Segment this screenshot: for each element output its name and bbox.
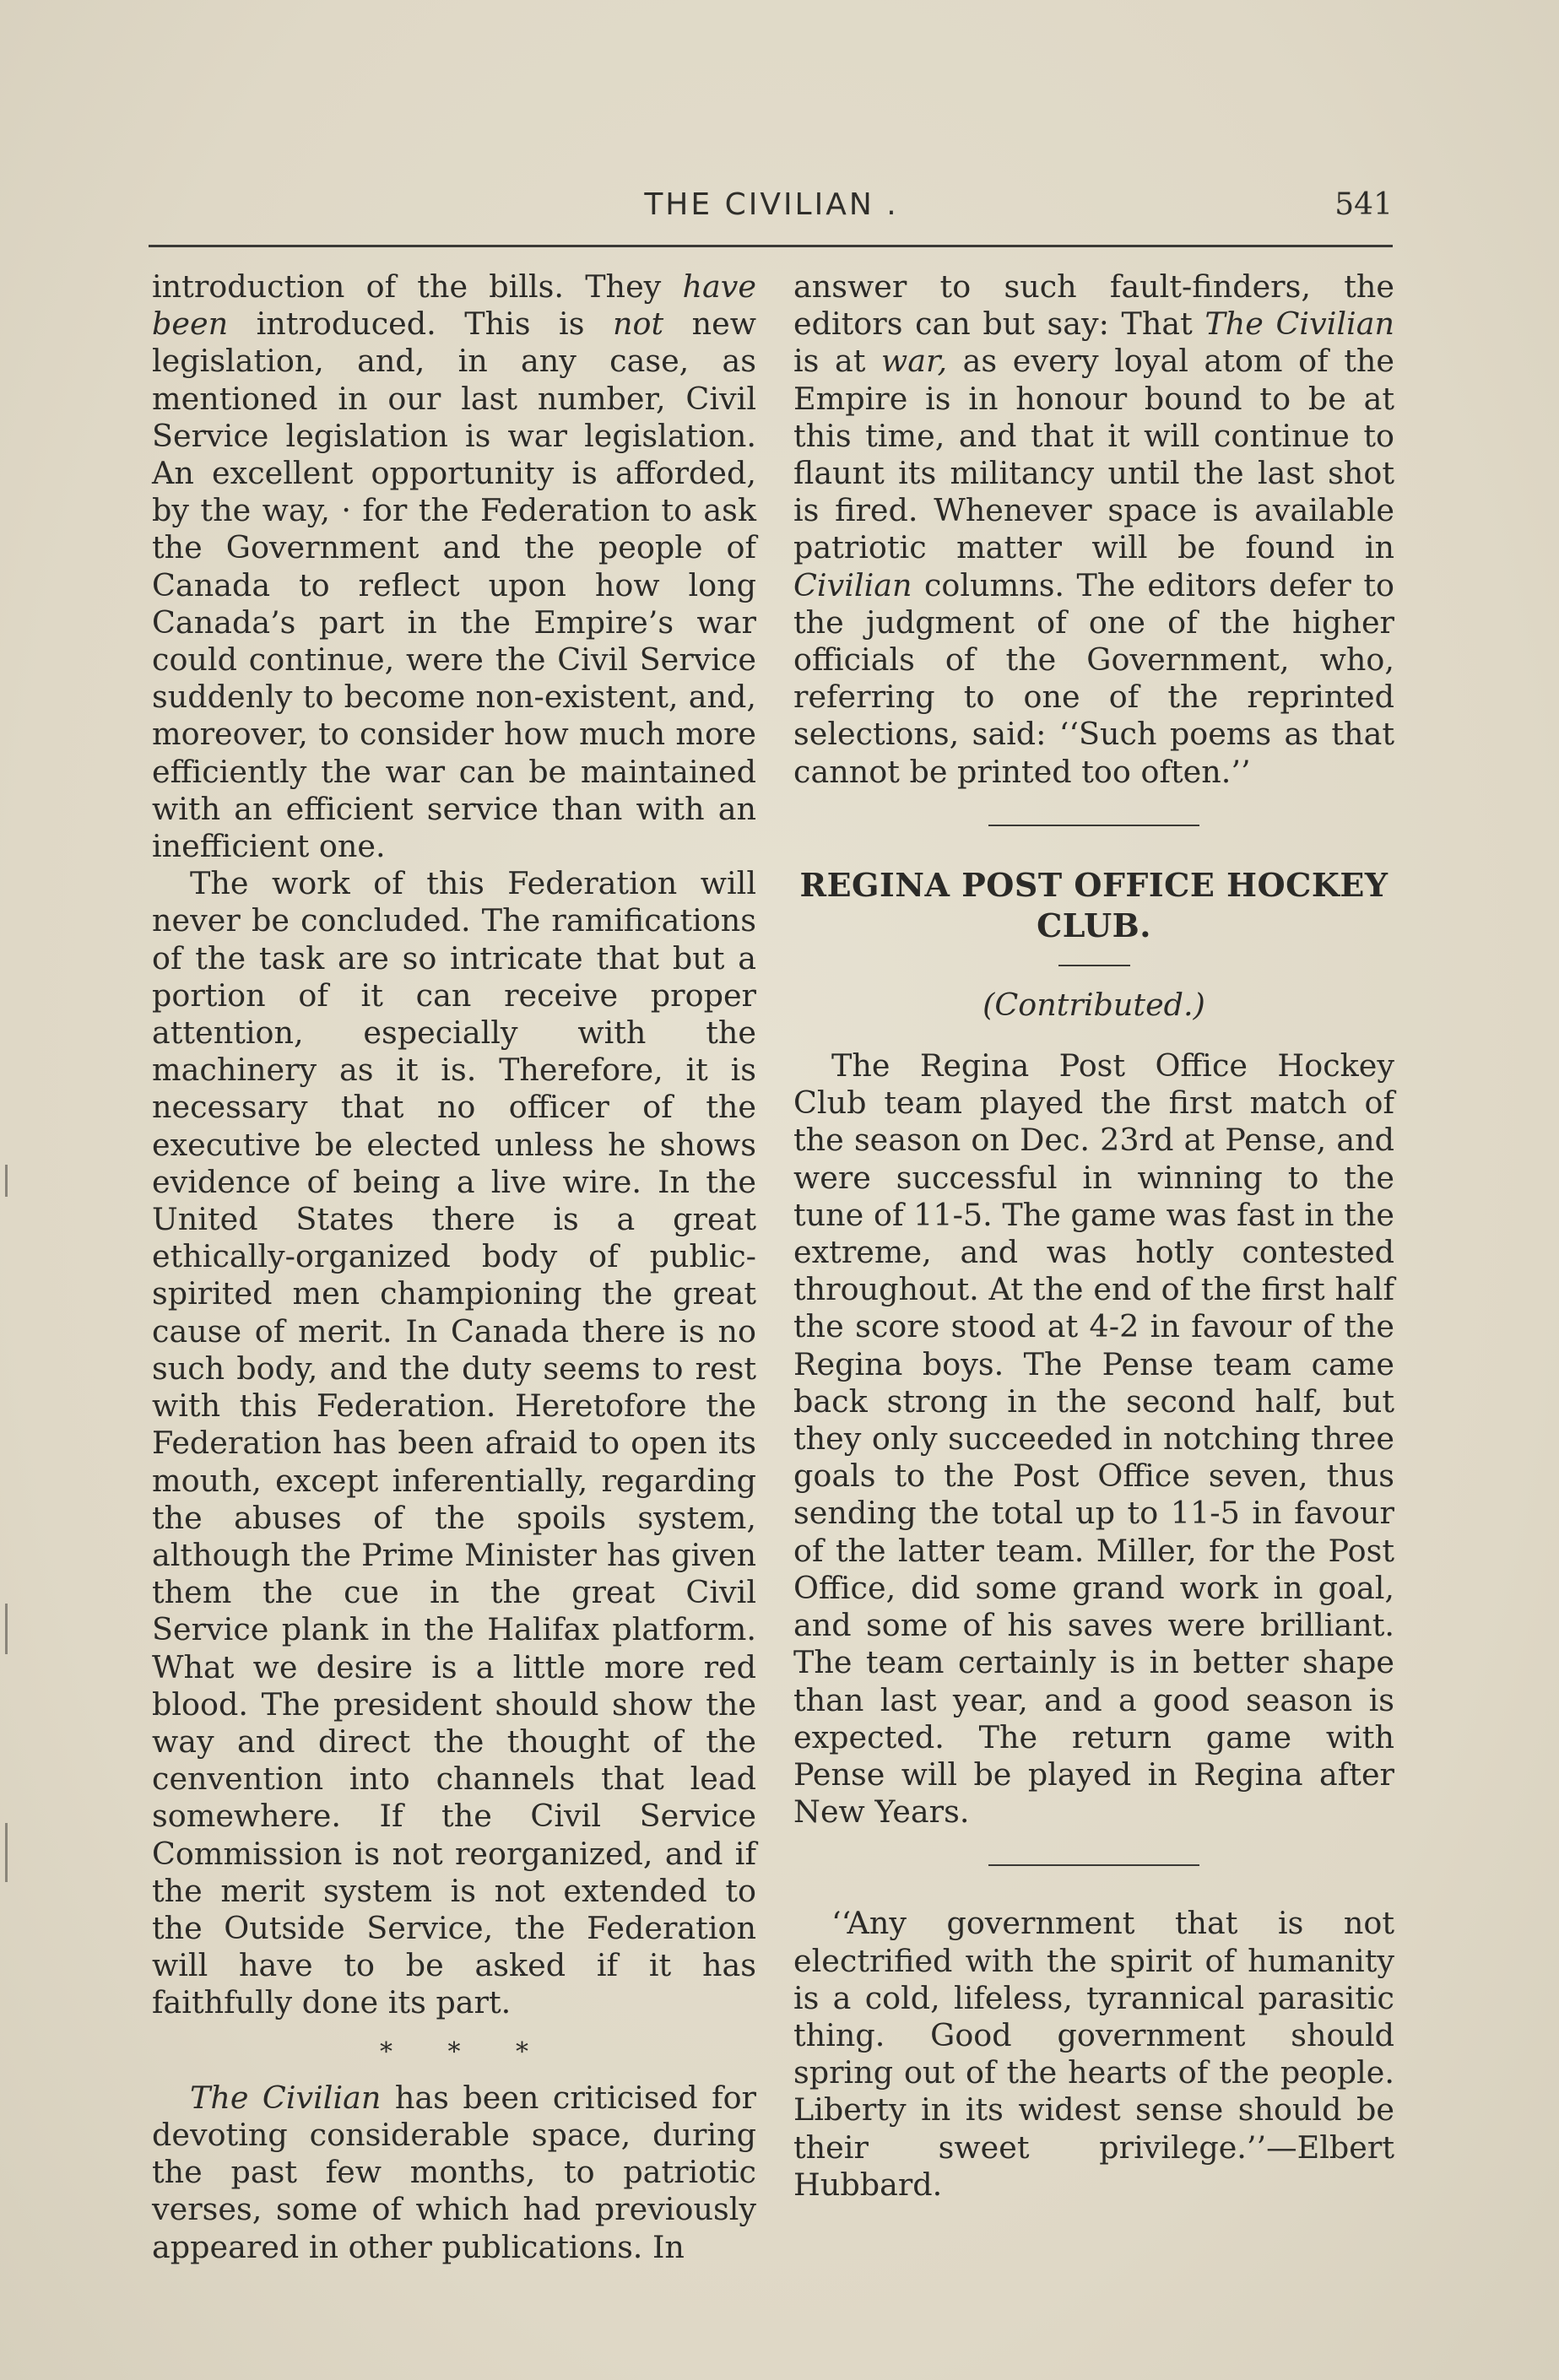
header-rule bbox=[149, 245, 1393, 247]
left-paragraph-2: The work of this Federation will never be concluded. The ramifications of the task are so intricate that but a portion of it can receive proper attention, especially with the machinery as it is. Therefore, it is necessary that no officer of the executive be elected unless he shows evidence of being a live wire. In the United States there is a great ethically-organized body of public-spirited men championing the great cause of merit. In Canada there is no such body, and the duty seems to rest with this Federation. Heretofore the Federation has been afraid to open its mouth, except inferentially, regarding the abuses of the spoils system, although the Prime Minister has given them the cue in the great Civil Service plank in the Halifax platform. What we desire is a little more red blood. The president should show the way and direct the thought of the cenvention into channels that lead somewhere. If the Civil Service Commission is not reorganized, and if the merit system is not extended to the Outside Service, the Federation will have to be asked if it has faithfully done its part. bbox=[152, 865, 756, 2021]
contributed-note: (Contributed.) bbox=[982, 986, 1205, 1023]
section-divider bbox=[988, 825, 1199, 826]
article-heading bbox=[793, 865, 1394, 946]
section-break-stars: * * * bbox=[379, 2037, 553, 2067]
text-span: is at bbox=[793, 343, 882, 380]
page-number: 541 bbox=[1334, 187, 1393, 222]
heading-line-1: REGINA POST OFFICE HOCKEY bbox=[799, 865, 1388, 904]
text-span: columns. The editors defer to the judgment of one of the higher officials of the Government, who, referring to one of the reprinted selections, said: ‘‘Such poems as that cannot be printed too often.’’ bbox=[793, 566, 1394, 790]
text-span: introduced. This is bbox=[228, 306, 613, 343]
margin-mark bbox=[5, 1823, 8, 1882]
italic-span: The Civilian bbox=[1204, 306, 1394, 343]
italic-span: have been bbox=[152, 268, 756, 343]
left-column bbox=[152, 268, 756, 2266]
right-paragraph-2: The Regina Post Office Hockey Club team played the first match of the season on Dec. 23rd at Pense, and were successful in winning to the tune of 11-5. The game was fast in the extreme, and was hotly contested throughout. At the end of the first half the score stood at 4-2 in favour of the Regina boys. The Pense team came back strong in the second half, but they only succeeded in notching three goals to the Post Office seven, thus sending the total up to 11-5 in favour of the latter team. Miller, for the Post Office, did some grand work in goal, and some of his saves were brilliant. The team certainly is in better shape than last year, and a good season is expected. The return game with Pense will be played in Regina after New Years. bbox=[793, 1047, 1394, 1831]
text-span: answer to such fault-finders, the editors can but say: That bbox=[793, 268, 1394, 343]
italic-span: not bbox=[612, 306, 664, 343]
quote-paragraph: ‘‘Any government that is not electrified with the spirit of humanity is a cold, lifeless, tyrannical parasitic thing. Good government should spring out of the hearts of the people. Liberty in its widest sense should be their sweet privilege.’’—Elbert Hubbard. bbox=[793, 1905, 1394, 2203]
italic-span: The Civilian bbox=[190, 2079, 382, 2116]
section-divider-2 bbox=[988, 1864, 1199, 1866]
text-span: has been criticised for devoting considerable space, during the past few months, to patriotic verses, some of which had previously appeared in other publications. In bbox=[152, 2079, 756, 2265]
italic-span: Civilian bbox=[793, 566, 912, 603]
running-title: THE CIVILIAN . bbox=[644, 187, 899, 222]
text-span: new legislation, and, in any case, as mentioned in our last number, Civil Service legislation is war legislation. An excellent opportunity is afforded, by the way, · for the Federation to ask the Government and the people of Canada to reflect upon how long Canada’s part in the Empire’s war could continue, were the Civil Service suddenly to become non-existent, and, moreover, to consider how much more efficiently the war can be maintained with an efficient service than with an inefficient one. bbox=[152, 306, 756, 865]
italic-span: war, bbox=[881, 343, 948, 380]
text-span: introduction of the bills. They bbox=[152, 268, 683, 305]
text-span: as every loyal atom of the Empire is in honour bound to be at this time, and that it will continue to flaunt its militancy until the last shot is fired. Whenever space is available patriotic matter will be found in bbox=[793, 343, 1394, 566]
right-paragraph-1 bbox=[793, 268, 1394, 791]
heading-line-2: CLUB. bbox=[1037, 906, 1151, 944]
page-header bbox=[150, 187, 1393, 230]
margin-mark bbox=[5, 1604, 8, 1654]
left-paragraph-3 bbox=[152, 2080, 756, 2266]
right-column bbox=[793, 268, 1394, 2204]
margin-mark bbox=[5, 1165, 8, 1197]
left-paragraph-1 bbox=[152, 268, 756, 865]
heading-divider bbox=[1058, 965, 1130, 966]
